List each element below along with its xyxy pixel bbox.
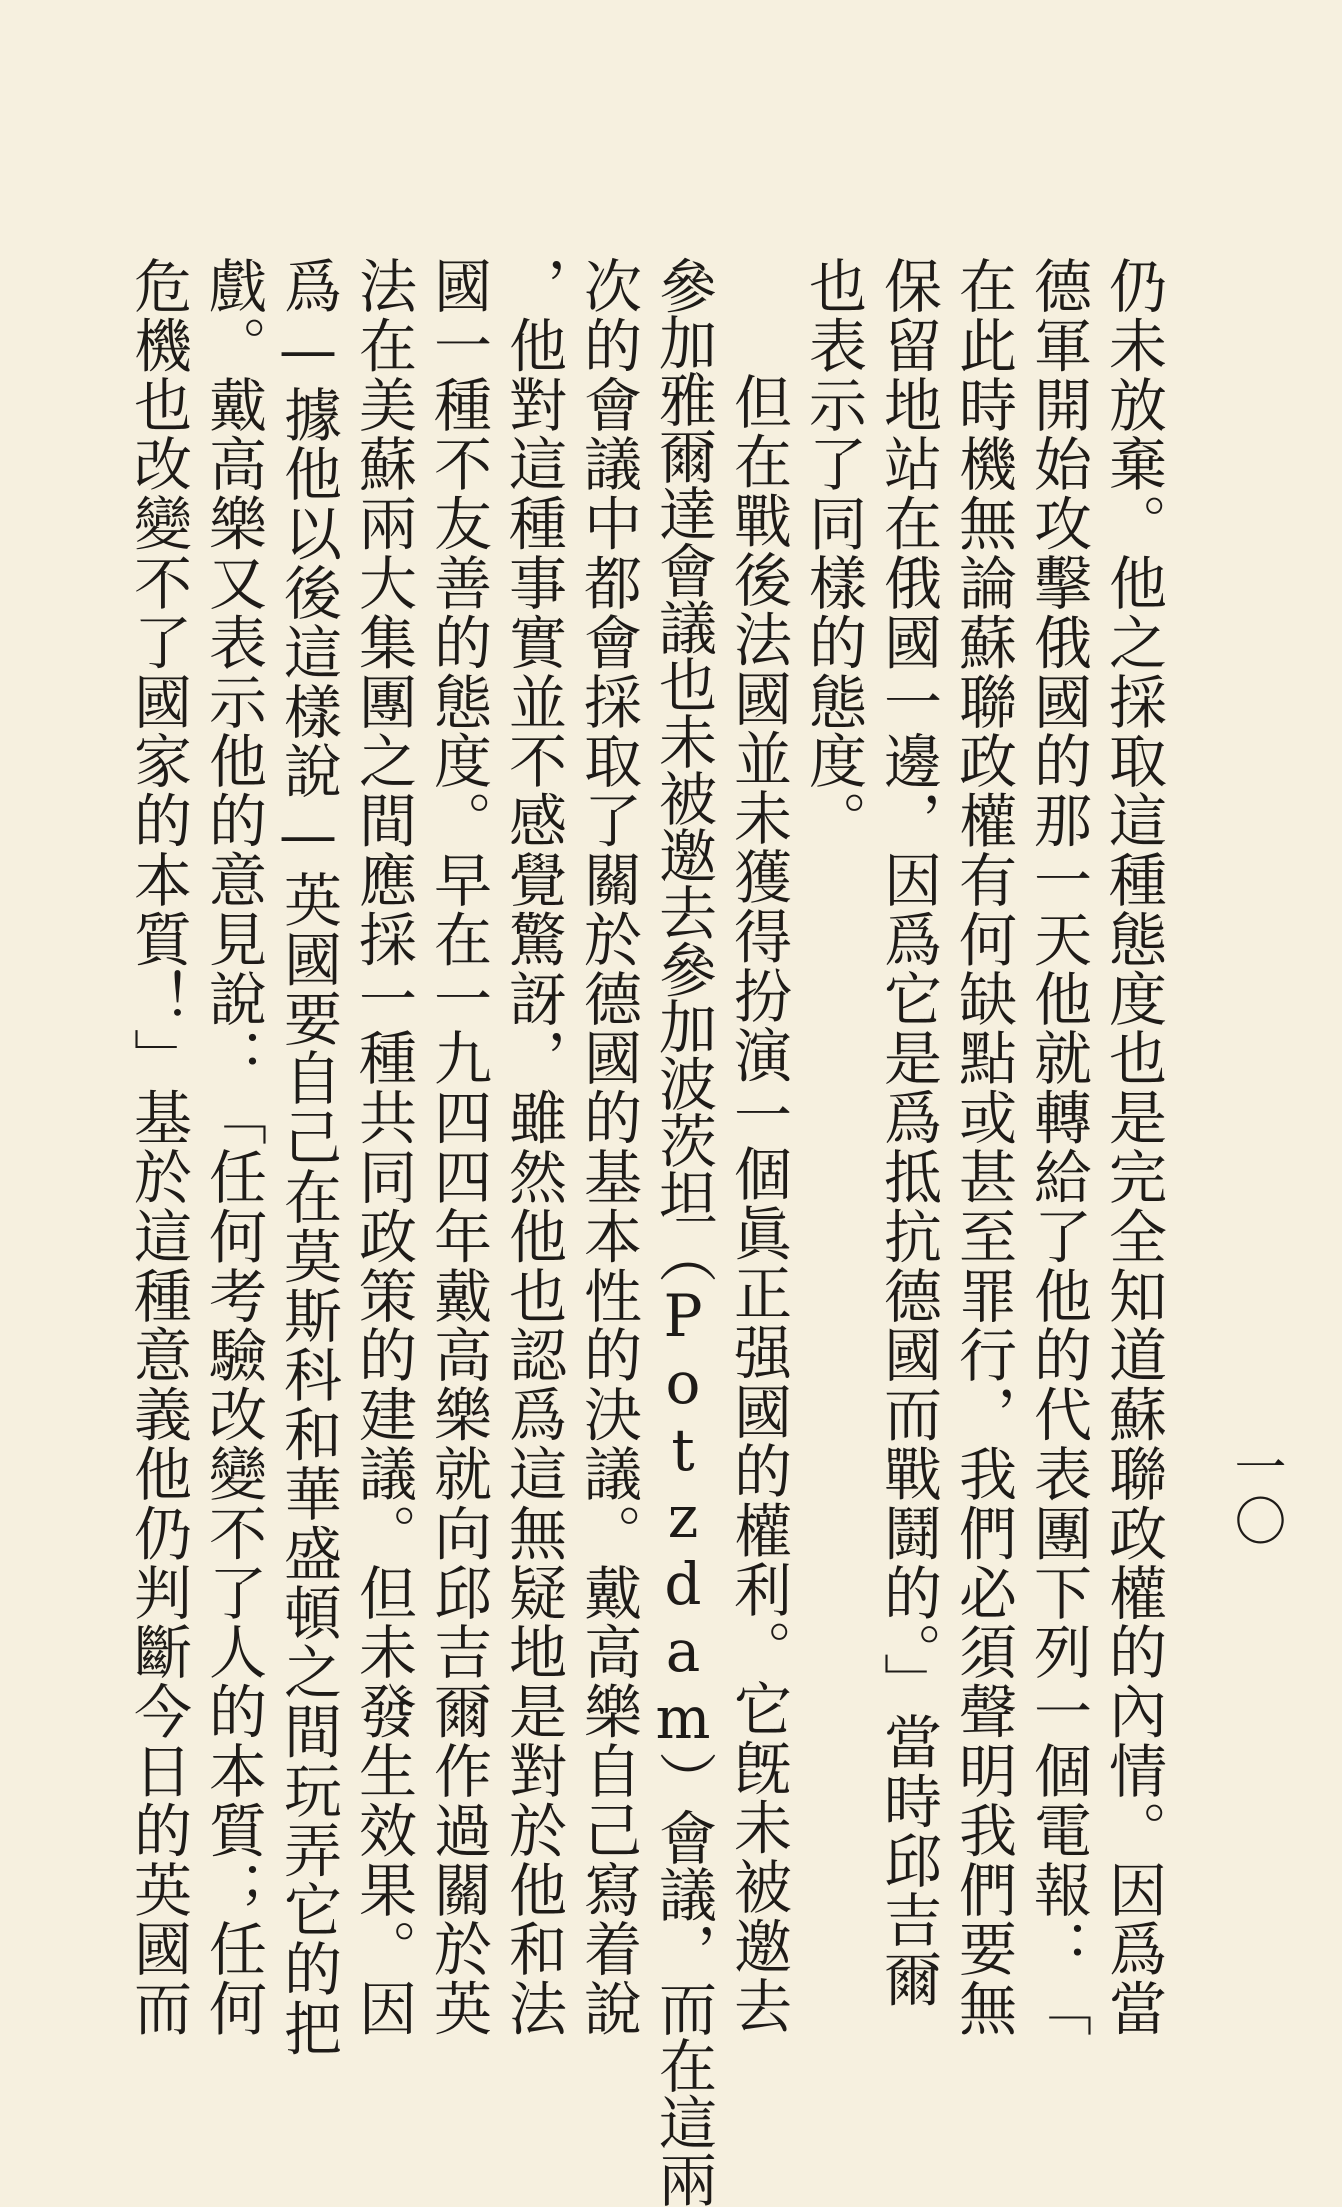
text-column: 戲。戴高樂又表示他的意見說：「任何考驗改變不了人的本質；任何 xyxy=(199,256,267,2038)
page-number: 一〇 xyxy=(1225,1440,1285,1548)
text-column: 爲—據他以後這樣說—英國要自己在莫斯科和華盛頓之間玩弄它的把 xyxy=(274,256,342,2058)
text-column: 次的會議中都會採取了關於德國的基本性的決議。戴高樂自己寫着說 xyxy=(574,256,642,2038)
text-column: 保留地站在俄國一邊，因爲它是爲抵抗德國而戰鬪的。」當時邱吉爾 xyxy=(874,256,942,2009)
text-column: 法在美蘇兩大集團之間應採一種共同政策的建議。但未發生效果。因 xyxy=(349,256,417,2038)
text-column: ，他對這種事實並不感覺驚訝，雖然他也認爲這無疑地是對於他和法 xyxy=(499,256,567,2038)
text-column: 在此時機無論蘇聯政權有何缺點或甚至罪行，我們必須聲明我們要無 xyxy=(949,256,1017,2038)
text-column: 危機也改變不了國家的本質！」基於這種意義他仍判斷今日的英國而 xyxy=(124,256,192,2038)
text-column: 國一種不友善的態度。早在一九四四年戴高樂就向邱吉爾作過關於英 xyxy=(424,256,492,2038)
paragraph-start-column: 但在戰後法國並未獲得扮演一個眞正强國的權利。它旣未被邀去 xyxy=(724,372,792,2036)
text-column: 德軍開始攻擊俄國的那一天他就轉給了他的代表團下列一個電報：「 xyxy=(1024,256,1092,2038)
text-column: 也表示了同樣的態度。 xyxy=(799,256,867,850)
text-column: 仍未放棄。他之採取這種態度也是完全知道蘇聯政權的內情。因爲當 xyxy=(1099,256,1167,2038)
vertical-text-block xyxy=(120,256,1170,2207)
text-column: 參加雅爾達會議也未被邀去參加波茨坦（Potzdam）會議，而在這兩 xyxy=(649,256,717,2207)
